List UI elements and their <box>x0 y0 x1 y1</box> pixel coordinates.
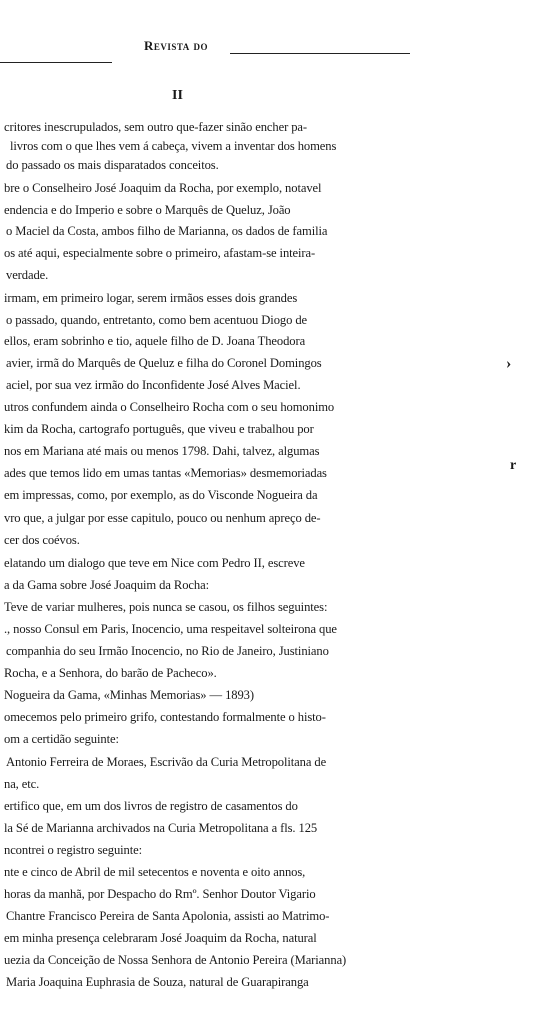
text-line: Maria Joaquina Euphrasia de Souza, natural de Guarapiranga <box>6 975 309 989</box>
text-line: a da Gama sobre José Joaquim da Rocha: <box>4 578 209 592</box>
text-line: bre o Conselheiro José Joaquim da Rocha, por exemplo, notavel <box>4 181 322 195</box>
text-line: na, etc. <box>4 777 40 791</box>
text-line: Chantre Francisco Pereira de Santa Apolonia, assisti ao Matrimo- <box>6 909 330 923</box>
text-line: companhia do seu Irmão Inocencio, no Rio de Janeiro, Justiniano <box>6 644 329 658</box>
text-line: avier, irmã do Marquês de Queluz e filha do Coronel Domingos <box>6 356 322 370</box>
text-line: omecemos pelo primeiro grifo, contestando formalmente o histo- <box>4 710 326 724</box>
section-number: II <box>172 88 183 103</box>
text-line: ades que temos lido em umas tantas «Memorias» desmemoriadas <box>4 466 327 480</box>
text-line: uezia da Conceição de Nossa Senhora de Antonio Pereira (Marianna) <box>4 953 347 967</box>
text-line: nte e cinco de Abril de mil setecentos e noventa e oito annos, <box>4 865 306 879</box>
text-line: Rocha, e a Senhora, do barão de Pacheco». <box>4 666 217 680</box>
text-line: ncontrei o registro seguinte: <box>4 843 143 857</box>
header-rule-right <box>230 53 410 54</box>
text-line: utros confundem ainda o Conselheiro Rocha com o seu homonimo <box>4 400 335 414</box>
margin-mark: › <box>506 355 512 372</box>
text-line: critores inescrupulados, sem outro que-fazer sinão encher pa- <box>4 120 308 134</box>
text-line: livros com o que lhes vem á cabeça, vivem a inventar dos homens <box>10 139 337 153</box>
text-line: om a certidão seguinte: <box>4 732 119 746</box>
text-line: Teve de variar mulheres, pois nunca se casou, os filhos seguintes: <box>4 600 328 614</box>
text-line: o Maciel da Costa, ambos filho de Marianna, os dados de familia <box>6 224 328 238</box>
text-line: verdade. <box>6 268 49 282</box>
text-line: elatando um dialogo que teve em Nice com Pedro II, escreve <box>4 556 305 570</box>
text-line: cer dos coévos. <box>4 533 80 547</box>
text-line: aciel, por sua vez irmão do Inconfidente José Alves Maciel. <box>6 378 301 392</box>
text-line: kim da Rocha, cartografo português, que viveu e trabalhou por <box>4 422 314 436</box>
text-line: ellos, eram sobrinho e tio, aquele filho de D. Joana Theodora <box>4 334 306 348</box>
text-line: Antonio Ferreira de Moraes, Escrivão da Curia Metropolitana de <box>6 755 327 769</box>
text-line: irmam, em primeiro logar, serem irmãos esses dois grandes <box>4 291 298 305</box>
text-line: Nogueira da Gama, «Minhas Memorias» — 1893) <box>4 688 254 702</box>
text-line: em minha presença celebraram José Joaquim da Rocha, natural <box>4 931 317 945</box>
text-line: ertifico que, em um dos livros de registro de casamentos do <box>4 799 298 813</box>
header-rule-left <box>0 62 112 63</box>
text-line: horas da manhã, por Despacho do Rmº. Senhor Doutor Vigario <box>4 887 316 901</box>
text-line: em impressas, como, por exemplo, as do Visconde Nogueira da <box>4 488 318 502</box>
text-line: vro que, a julgar por esse capitulo, pouco ou nenhum apreço de- <box>4 511 321 525</box>
page-header-title: Revista do <box>144 38 208 53</box>
text-line: ., nosso Consul em Paris, Inocencio, uma respeitavel solteirona que <box>4 622 337 636</box>
text-line: endencia e do Imperio e sobre o Marquês de Queluz, João <box>4 203 291 217</box>
text-line: o passado, quando, entretanto, como bem acentuou Diogo de <box>6 313 308 327</box>
text-line: os até aqui, especialmente sobre o primeiro, afastam-se inteira- <box>4 246 316 260</box>
text-line: la Sé de Marianna archivados na Curia Metropolitana a fls. 125 <box>4 821 318 835</box>
text-line: nos em Mariana até mais ou menos 1798. Dahi, talvez, algumas <box>4 444 320 458</box>
text-line: do passado os mais disparatados conceitos. <box>6 158 219 172</box>
margin-mark: r <box>510 458 517 473</box>
